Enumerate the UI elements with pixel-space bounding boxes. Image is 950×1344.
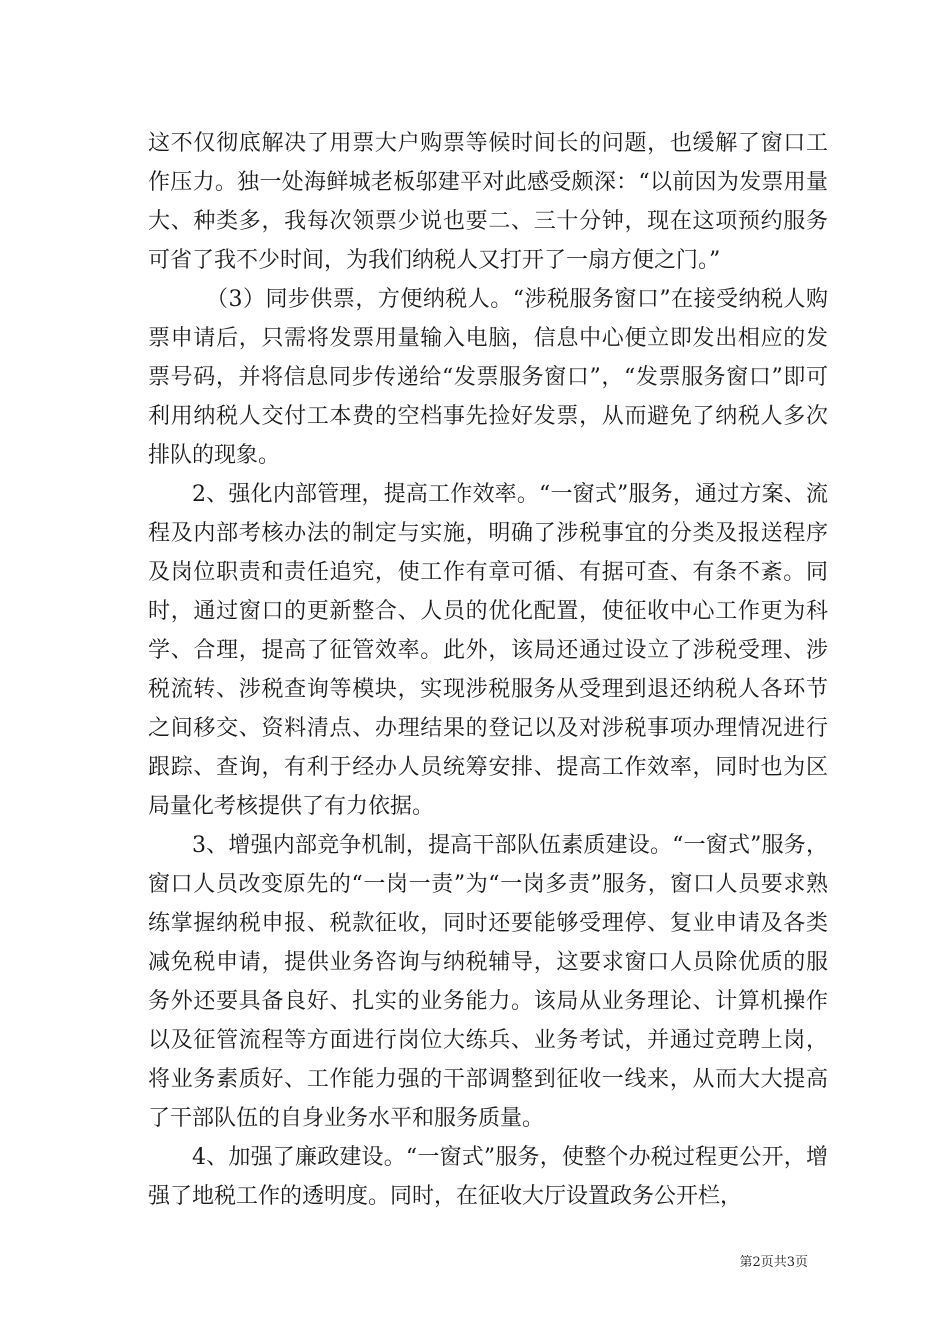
- paragraph-synchronous-ticket: （3）同步供票，方便纳税人。“涉税服务窗口”在接受纳税人购票申请后，只需将发票用量输入电脑，信息中心便立即发出相应的发票号码，并将信息同步传递给“发票服务窗口”，“发票服务窗口”即可利用纳税人交付工本费的空档事先捡好发票，从而避免了纳税人多次排队的现象。: [148, 287, 828, 468]
- paragraph-continued: 这不仅彻底解决了用票大户购票等候时间长的问题，也缓解了窗口工作压力。独一处海鲜城老板邬建平对此感受颇深：“以前因为发票用量大、种类多，我每次领票少说也要二、三十分钟，现在这项预约服务可省了我不少时间，为我们纳税人又打开了一扇方便之门。”: [148, 131, 828, 273]
- page-number: 第2页共3页: [739, 1255, 808, 1270]
- paragraph-integrity-building: 4、加强了廉政建设。“一窗式”服务，使整个办税过程更公开，增强了地税工作的透明度。同时，在征收大厅设置政务公开栏，: [148, 1145, 828, 1209]
- paragraph-internal-management: 2、强化内部管理，提高工作效率。“一窗式”服务，通过方案、流程及内部考核办法的制定与实施，明确了涉税事宜的分类及报送程序及岗位职责和责任追究，使工作有章可循、有据可查、有条不紊。同时，通过窗口的更新整合、人员的优化配置，使征收中心工作更为科学、合理，提高了征管效率。此外，该局还通过设立了涉税受理、涉税流转、涉税查询等模块，实现涉税服务从受理到退还纳税人各环节之间移交、资料清点、办理结果的登记以及对涉税事项办理情况进行跟踪、查询，有利于经办人员统筹安排、提高工作效率，同时也为区局量化考核提供了有力依据。: [148, 482, 828, 819]
- paragraph-competition-mechanism: 3、增强内部竞争机制，提高干部队伍素质建设。“一窗式”服务，窗口人员改变原先的“一岗一责”为“一岗多责”服务，窗口人员要求熟练掌握纳税申报、税款征收，同时还要能够受理停、复业申请及各类减免税申请，提供业务咨询与纳税辅导，这要求窗口人员除优质的服务外还要具备良好、扎实的业务能力。该局从业务理论、计算机操作以及征管流程等方面进行岗位大练兵、业务考试，并通过竞聘上岗，将业务素质好、工作能力强的干部调整到征收一线来，从而大大提高了干部队伍的自身业务水平和服务质量。: [148, 833, 828, 1131]
- document-body: [148, 124, 828, 1216]
